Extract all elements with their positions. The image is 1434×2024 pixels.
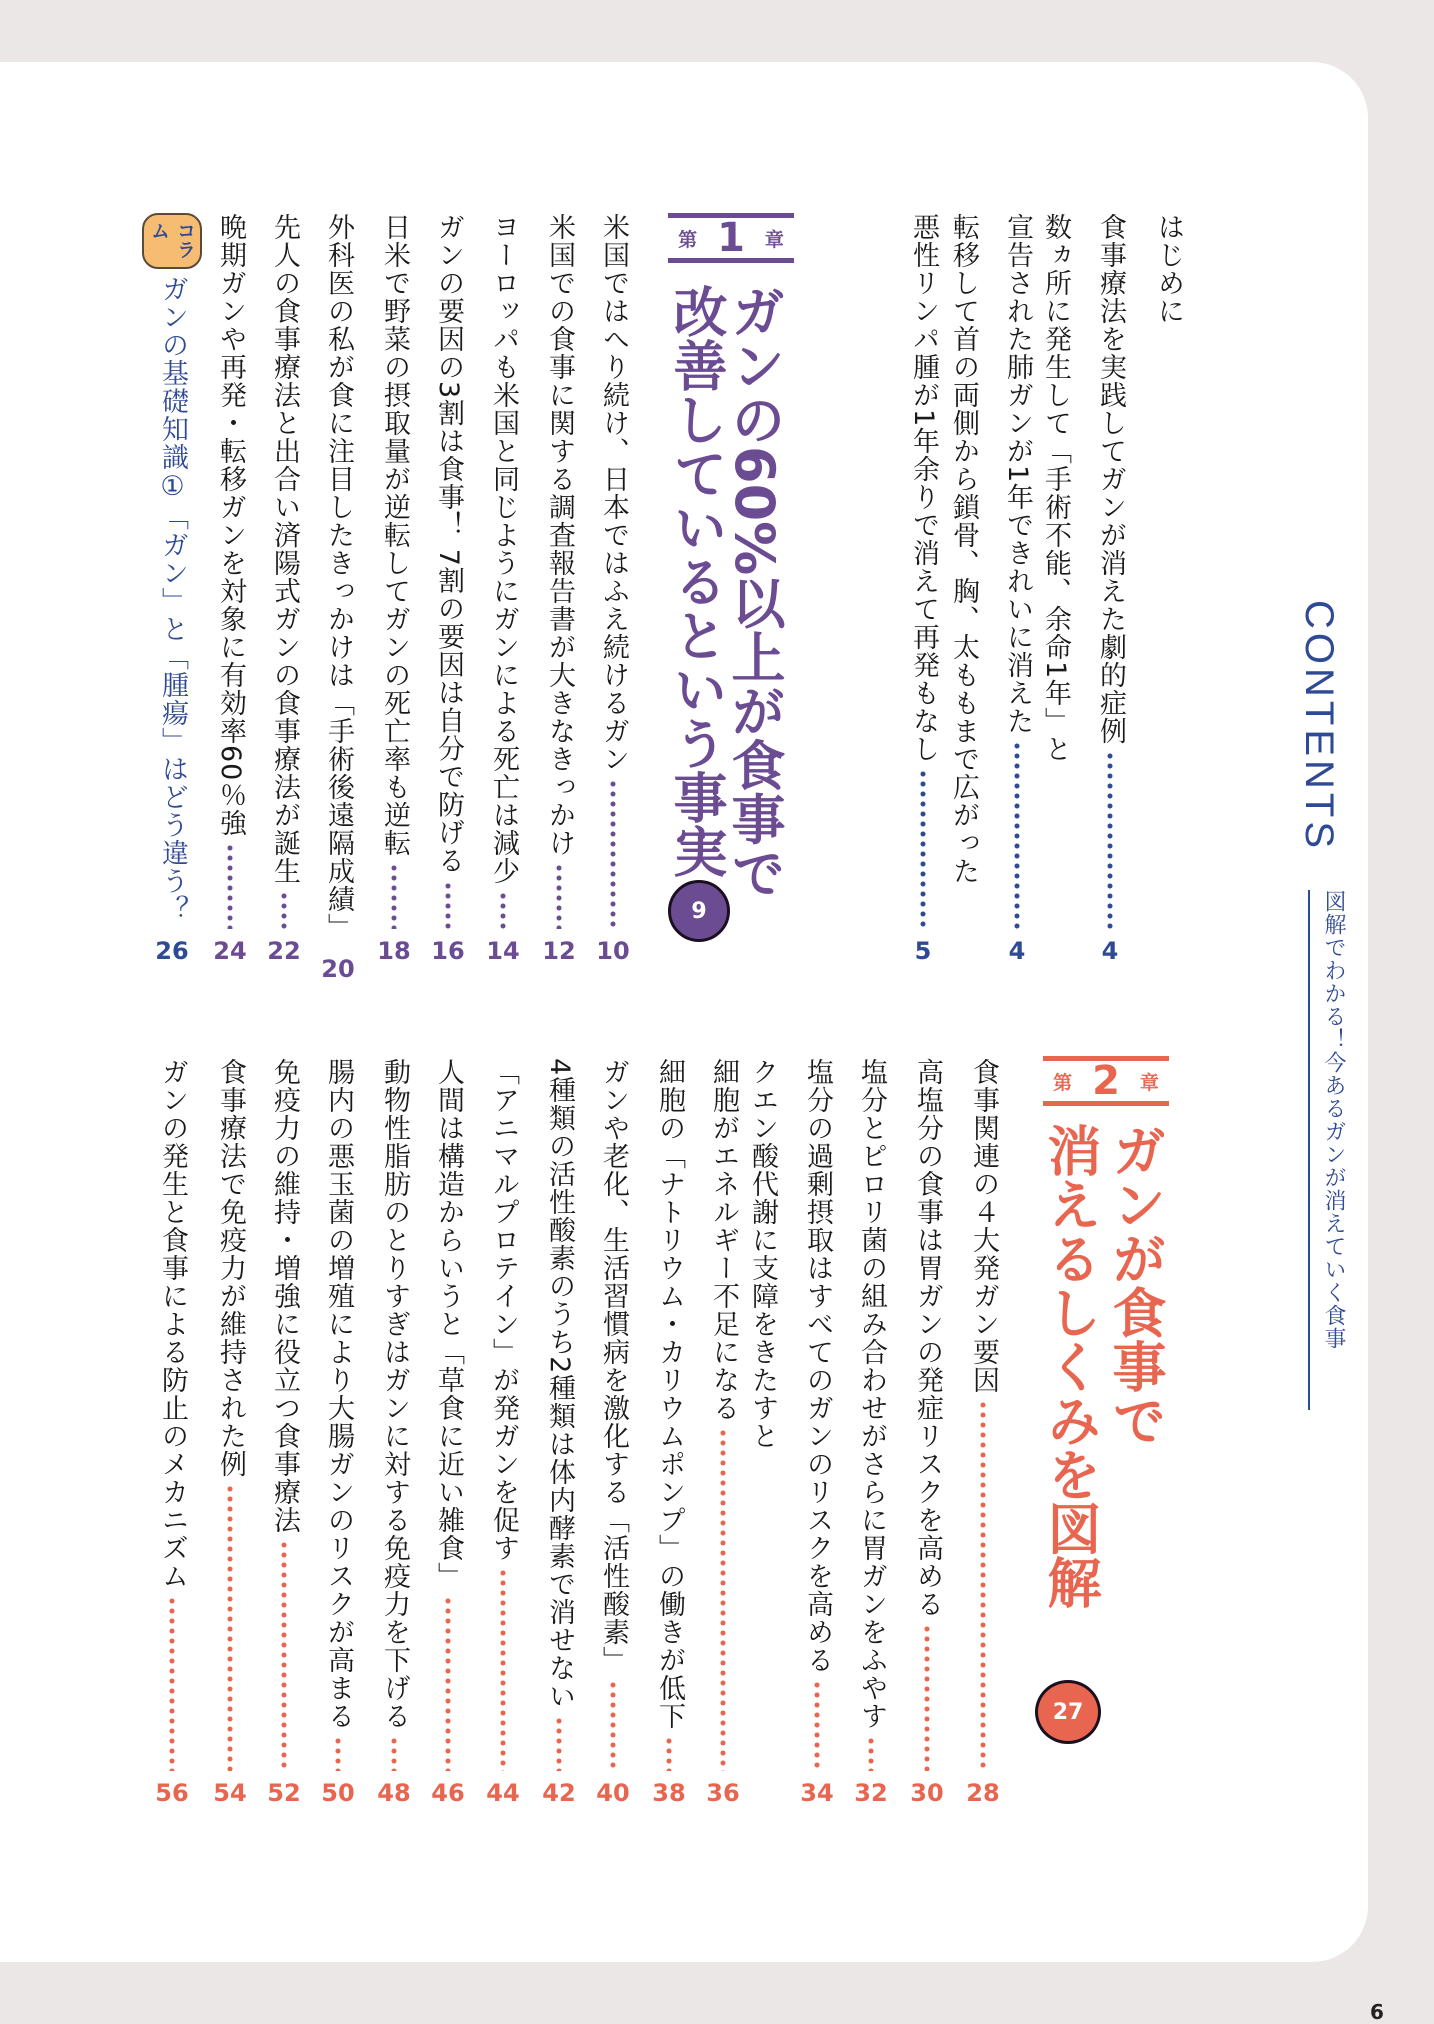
toc-page-number[interactable]: 28	[966, 1779, 1000, 1807]
dot-leader	[719, 1428, 727, 1771]
toc-page-number[interactable]: 16	[431, 937, 465, 965]
toc-page-number[interactable]: 56	[155, 1779, 189, 1807]
chapter-suffix: 章	[1139, 1071, 1159, 1094]
dot-leader	[499, 891, 507, 929]
toc-page-number[interactable]: 18	[377, 937, 411, 965]
toc-entry-title[interactable]: 外科医の私が食に注目したきっかけは「手術後遠隔成績」	[323, 213, 354, 941]
dot-leader	[609, 1680, 617, 1771]
toc-entry[interactable]	[595, 1058, 631, 1807]
toc-entry-title[interactable]: 細胞がエネルギー不足になる	[708, 1058, 739, 1422]
toc-page-number[interactable]: 50	[321, 1779, 355, 1807]
toc-entry-title[interactable]: 悪性リンパ腫が1年余りで消えて再発もなし	[908, 213, 939, 764]
dot-leader	[499, 1568, 507, 1771]
toc-entry-title[interactable]: クエン酸代謝に支障をきたすと	[747, 1058, 778, 1450]
dot-leader	[334, 1736, 342, 1771]
toc-entry[interactable]	[485, 1058, 521, 1807]
chapter-1-start-page-badge[interactable]: 9	[668, 880, 730, 942]
toc-entry-title[interactable]: ガンの基礎知識①「ガン」と「腫瘍」はどう違う？	[157, 275, 188, 923]
book-subtitle: 図解でわかる！今あるガンが消えていく食事	[1308, 890, 1349, 1410]
toc-page-number[interactable]: 4	[1008, 937, 1026, 965]
toc-entry[interactable]	[965, 1058, 1001, 1807]
toc-entry-title[interactable]: 米国での食事に関する調査報告書が大きなきっかけ	[544, 213, 575, 857]
toc-entry-title[interactable]: 動物性脂肪のとりすぎはガンに対する免疫力を下げる	[379, 1058, 410, 1730]
toc-entry-title[interactable]: 塩分とピロリ菌の組み合わせがさらに胃ガンをふやす	[856, 1058, 887, 1730]
toc-entry[interactable]	[485, 213, 521, 965]
dot-leader	[390, 863, 398, 929]
toc-entry[interactable]	[376, 1058, 412, 1807]
column-badge: コラム	[142, 213, 202, 269]
toc-entry[interactable]	[266, 1058, 302, 1807]
toc-page-number[interactable]: 20	[321, 955, 355, 983]
toc-entry[interactable]	[705, 1058, 741, 1807]
toc-entry[interactable]	[430, 1058, 466, 1807]
toc-entry-title[interactable]: はじめに	[1153, 213, 1184, 325]
toc-entry-title[interactable]: 人間は構造からいうと「草食に近い雑食」	[433, 1058, 464, 1590]
chapter-prefix: 第	[678, 228, 698, 251]
contents-heading: CONTENTS	[1297, 600, 1341, 852]
toc-page-number[interactable]: 48	[377, 1779, 411, 1807]
toc-entry-title[interactable]: 細胞の「ナトリウム・カリウムポンプ」の働きが低下	[654, 1058, 685, 1730]
toc-entry[interactable]	[148, 213, 196, 965]
toc-entry[interactable]	[595, 213, 631, 965]
toc-page-number[interactable]: 14	[486, 937, 520, 965]
chapter-2-title-line-2[interactable]: 消えるしくみを図解	[1039, 1123, 1102, 1609]
toc-entry[interactable]	[853, 1058, 889, 1807]
chapter-suffix: 章	[764, 228, 784, 251]
toc-entry[interactable]	[1150, 213, 1186, 965]
toc-entry-title[interactable]: 宣告された肺ガンが1年できれいに消えた	[1002, 213, 1033, 736]
toc-entry-title[interactable]: 食事療法で免疫力が維持された例	[215, 1058, 246, 1478]
toc-entry[interactable]	[651, 1058, 687, 1807]
toc-entry-title[interactable]: 腸内の悪玉菌の増殖により大腸ガンのリスクが高まる	[323, 1058, 354, 1730]
dot-leader	[280, 891, 288, 929]
chapter-prefix: 第	[1053, 1071, 1073, 1094]
page-number: 6	[1370, 2000, 1384, 2024]
toc-entry[interactable]	[905, 213, 941, 965]
toc-page-number[interactable]: 4	[1101, 937, 1119, 965]
dot-leader	[813, 1680, 821, 1771]
chapter-1-title-line-2[interactable]: 改善しているという事実	[665, 284, 728, 878]
toc-entry-title[interactable]: 米国ではへり続け、日本ではふえ続けるガン	[598, 213, 629, 773]
dot-leader	[1106, 751, 1114, 929]
toc-page-number[interactable]: 30	[910, 1779, 944, 1807]
dot-leader	[555, 1716, 563, 1771]
toc-entry-title[interactable]: 塩分の過剰摂取はすべてのガンのリスクを高める	[802, 1058, 833, 1674]
chapter-2-title-line-1[interactable]: ガンが食事で	[1104, 1123, 1167, 1447]
toc-page-number[interactable]: 36	[706, 1779, 740, 1807]
toc-entry-title[interactable]: ヨーロッパも米国と同じようにガンによる死亡は減少	[488, 213, 519, 885]
toc-page-number[interactable]: 10	[596, 937, 630, 965]
dot-leader	[665, 1736, 673, 1771]
toc-entry[interactable]	[799, 1058, 835, 1807]
toc-entry[interactable]	[266, 213, 302, 965]
toc-page-number[interactable]: 34	[800, 1779, 834, 1807]
toc-entry-title[interactable]: 晩期ガンや再発・転移ガンを対象に有効率60％強	[215, 213, 246, 838]
toc-entry[interactable]	[320, 213, 356, 983]
toc-entry-title[interactable]: 日米で野菜の摂取量が逆転してガンの死亡率も逆転	[379, 213, 410, 857]
toc-entry[interactable]	[320, 1058, 356, 1807]
toc-entry[interactable]	[430, 213, 466, 965]
dot-leader	[226, 1484, 234, 1771]
toc-entry[interactable]	[212, 1058, 248, 1807]
toc-page-number[interactable]: 52	[267, 1779, 301, 1807]
toc-entry[interactable]	[909, 1058, 945, 1807]
toc-page-number[interactable]: 5	[914, 937, 932, 965]
dot-leader	[1013, 741, 1021, 929]
chapter-1-label	[668, 213, 794, 263]
toc-entry-title[interactable]: 免疫力の維持・増強に役立つ食事療法	[269, 1058, 300, 1534]
dot-leader	[444, 1596, 452, 1771]
dot-leader	[919, 769, 927, 929]
toc-page-number[interactable]: 54	[213, 1779, 247, 1807]
toc-entry-title[interactable]: 食事関連の４大発ガン要因	[968, 1058, 999, 1394]
dot-leader	[609, 779, 617, 929]
dot-leader	[226, 843, 234, 929]
toc-entry[interactable]	[541, 1058, 577, 1807]
toc-page-number[interactable]: 12	[542, 937, 576, 965]
dot-leader	[867, 1736, 875, 1771]
toc-entry-title[interactable]: 先人の食事療法と出合い済陽式ガンの食事療法が誕生	[269, 213, 300, 885]
toc-entry-title[interactable]: 4種類の活性酸素のうち2種類は体内酵素で消せない	[544, 1058, 575, 1711]
toc-page-number[interactable]: 26	[155, 937, 189, 965]
toc-entry[interactable]	[376, 213, 412, 965]
toc-entry-title[interactable]: 数ヵ所に発生して「手術不能、余命1年」と	[1040, 213, 1071, 764]
toc-entry-title[interactable]: 転移して首の両側から鎖骨、胸、太ももまで広がった	[948, 213, 979, 885]
chapter-2-label	[1043, 1056, 1169, 1106]
toc-page-number[interactable]: 38	[652, 1779, 686, 1807]
toc-page-number[interactable]: 40	[596, 1779, 630, 1807]
chapter-2-start-page-badge[interactable]: 27	[1035, 1680, 1101, 1744]
toc-page-number[interactable]: 22	[267, 937, 301, 965]
toc-page-number[interactable]: 44	[486, 1779, 520, 1807]
toc-entry-title[interactable]: ガンの発生と食事による防止のメカニズム	[157, 1058, 188, 1590]
toc-page-number[interactable]: 46	[431, 1779, 465, 1807]
chapter-number: 1	[717, 215, 745, 261]
toc-entry[interactable]	[212, 213, 248, 965]
toc-entry-line	[1037, 213, 1073, 965]
toc-page-number[interactable]: 42	[542, 1779, 576, 1807]
toc-entry[interactable]	[999, 213, 1035, 965]
toc-entry-title[interactable]: 「アニマルプロテイン」が発ガンを促す	[488, 1058, 519, 1562]
toc-entry-title[interactable]: 食事療法を実践してガンが消えた劇的症例	[1095, 213, 1126, 745]
dot-leader	[444, 881, 452, 929]
dot-leader	[555, 863, 563, 929]
dot-leader	[280, 1540, 288, 1771]
toc-entry-title[interactable]: ガンや老化、生活習慣病を激化する「活性酸素」	[598, 1058, 629, 1674]
toc-entry-line	[945, 213, 981, 965]
toc-entry[interactable]	[541, 213, 577, 965]
toc-entry-line	[744, 1058, 780, 1807]
dot-leader	[168, 1596, 176, 1771]
chapter-1-title-line-1[interactable]: ガンの60%以上が食事で	[723, 284, 786, 900]
toc-entry-title[interactable]: 高塩分の食事は胃ガンの発症リスクを高める	[912, 1058, 943, 1618]
toc-entry-title[interactable]: ガンの要因の3割は食事！ 7割の要因は自分で防げる	[433, 213, 464, 875]
chapter-number: 2	[1092, 1058, 1120, 1104]
toc-page-number[interactable]: 24	[213, 937, 247, 965]
toc-entry[interactable]	[1092, 213, 1128, 965]
toc-entry[interactable]	[154, 1058, 190, 1807]
dot-leader	[390, 1736, 398, 1771]
toc-page-number[interactable]: 32	[854, 1779, 888, 1807]
dot-leader	[923, 1624, 931, 1771]
dot-leader	[979, 1400, 987, 1771]
